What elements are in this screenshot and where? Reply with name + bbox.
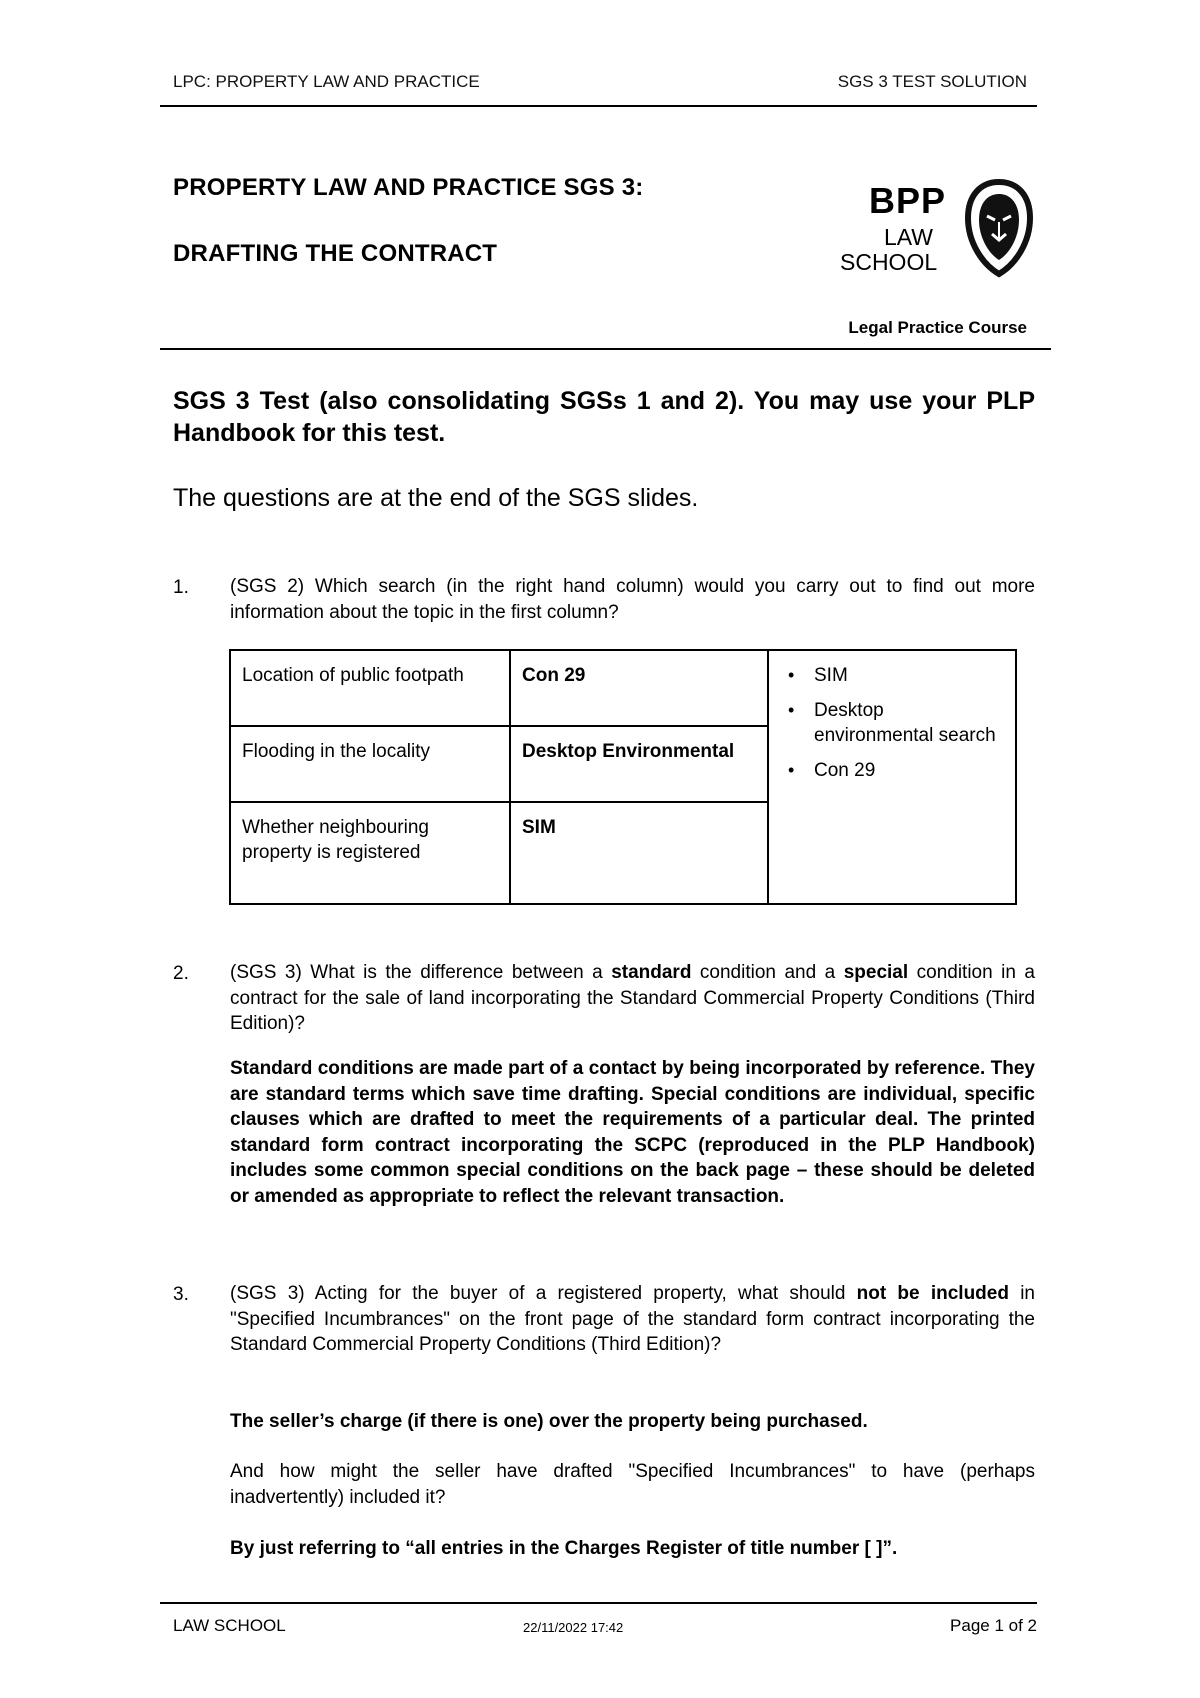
header-left: LPC: PROPERTY LAW AND PRACTICE: [173, 72, 480, 91]
course-label: Legal Practice Course: [848, 318, 1027, 337]
footer-rule: [160, 1602, 1037, 1604]
intro-instructions: SGS 3 Test (also consolidating SGSs 1 and 2). You may use your PLP Handbook for this test.: [173, 387, 1035, 447]
question-3-number: 3.: [173, 1284, 189, 1305]
title-rule: [160, 348, 1051, 350]
question-3-text-part: (SGS 3) Acting for the buyer of a registered property, what should: [230, 1283, 857, 1304]
search-matching-table: [229, 649, 1017, 905]
question-3-emphasis: not be included: [856, 1283, 1009, 1304]
question-2-emphasis: standard: [611, 962, 692, 983]
title-line-1: PROPERTY LAW AND PRACTICE SGS 3:: [173, 174, 644, 201]
footer-left: LAW SCHOOL: [173, 1616, 286, 1635]
list-item: • SIM: [814, 663, 1004, 688]
footer-timestamp: 22/11/2022 17:42: [523, 1620, 624, 1635]
list-item: • Con 29: [814, 758, 1004, 783]
intro-note: The questions are at the end of the SGS slides.: [173, 484, 699, 512]
question-2-answer: Standard conditions are made part of a contact by being incorporated by reference. They are standard terms which save time drafting. Special conditions are individual, specific clauses which are drafted to meet the requirements of a particular deal. The printed standard form contract incorporating the SCPC (reproduced in the PLP Handbook) includes some common special conditions on the back page – these should be deleted or amended as appropriate to reflect the relevant transaction.: [230, 1058, 1035, 1207]
question-3-text-part: in "Specified Incumbrances" on the front page of the standard form contract incorporating the Standard Commercial Property Conditions (Third Edition)?: [230, 1283, 1035, 1355]
answer-cell: Con 29: [510, 650, 768, 726]
question-2-emphasis: special: [843, 962, 909, 983]
search-options-list: [780, 663, 1004, 783]
logo-brand: BPP: [869, 180, 947, 221]
question-2-text-part: condition in a contract for the sale of land incorporating the Standard Commercial Property Conditions (Third Edition)?: [230, 962, 1035, 1034]
header-right: SGS 3 TEST SOLUTION: [837, 72, 1027, 91]
question-1-text: (SGS 2) Which search (in the right hand column) would you carry out to find out more information about the topic in the first column?: [230, 576, 1035, 623]
logo-line-1: LAW: [884, 224, 933, 250]
topic-cell: Location of public footpath: [230, 650, 510, 726]
answer-cell: Desktop Environmental: [510, 726, 768, 802]
lion-head-icon: [962, 178, 1036, 278]
question-3-answer-1: The seller’s charge (if there is one) over the property being purchased.: [230, 1411, 868, 1432]
question-2-number: 2.: [173, 963, 189, 984]
question-2-text-part: (SGS 3) What is the difference between a: [230, 962, 612, 983]
table-row: [230, 650, 1016, 726]
answer-cell: SIM: [510, 802, 768, 904]
header-rule: [160, 105, 1037, 107]
title-line-2: DRAFTING THE CONTRACT: [173, 240, 498, 267]
question-2-text: [230, 960, 1035, 1037]
page-number: Page 1 of 2: [950, 1616, 1037, 1635]
question-2-text-part: condition and a: [691, 962, 844, 983]
search-options-cell: [768, 650, 1016, 904]
logo-line-2: SCHOOL: [840, 249, 938, 275]
question-1-number: 1.: [173, 577, 189, 598]
question-3-text: [230, 1281, 1035, 1358]
list-item: • Desktop environmental search: [814, 698, 1004, 748]
topic-cell: Flooding in the locality: [230, 726, 510, 802]
question-3-answer-2: By just referring to “all entries in the Charges Register of title number [ ]”.: [230, 1538, 898, 1559]
topic-cell: Whether neighbouring property is registered: [230, 802, 510, 904]
question-3-followup: And how might the seller have drafted "Specified Incumbrances" to have (perhaps inadvertently) included it?: [230, 1461, 1035, 1508]
bpp-law-school-logo: [838, 178, 1038, 288]
